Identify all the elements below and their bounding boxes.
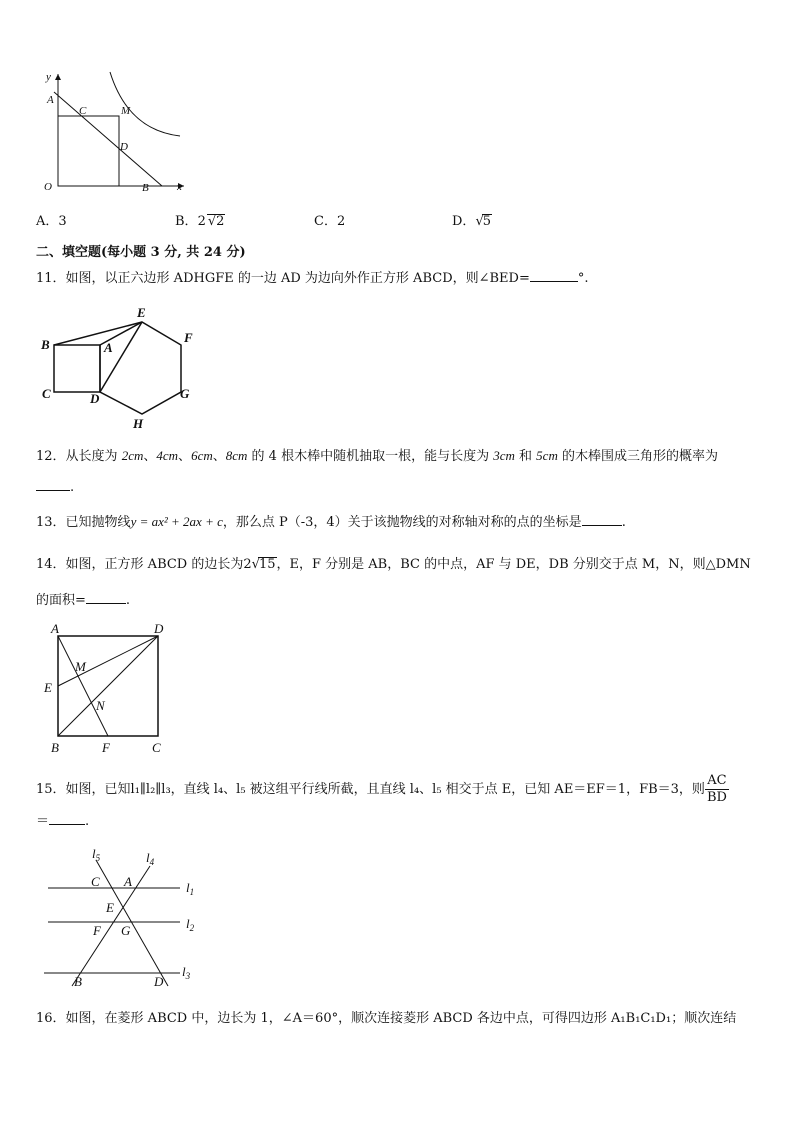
label-h: H [133,416,144,431]
label-a: A [124,874,132,889]
line-l5 [96,860,168,986]
q10-choice-a: A．3 [36,214,67,229]
label-g: G [121,923,131,938]
label-g: G [180,386,190,401]
label-b: B [74,974,82,989]
fraction-ac-bd: $\frac{AC}{BD}$ [706,773,727,805]
q10-choice-c: C．2 [314,214,346,229]
line-ab [54,92,162,186]
label-l3: $l_3$ [182,964,191,981]
segment-be [54,322,142,345]
segment-af [58,636,108,736]
square-abcd [54,345,100,392]
hexagon [100,322,181,414]
label-f: F [93,923,101,938]
label-a: A [104,340,113,355]
hyperbola-curve [110,72,180,136]
label-c: C [79,105,87,117]
label-e: E [106,900,114,915]
segment-bd [58,636,158,736]
label-l5: $l_5$ [92,846,101,863]
label-d: D [90,391,100,406]
label-l1: $l_1$ [186,880,195,897]
figure-q14 [40,620,176,760]
question-15: 15．如图，已知l₁∥l₂∥l₃，直线 l₄、l₅ 被这组平行线所截，且直线 l₄、l₅ 相交于点 E，已知 AE＝EF＝1，FB＝3，则 $\frac{AC}{BD}$ [36,773,727,805]
label-b: B [41,337,50,352]
label-b: B [142,182,149,194]
label-l4: $l_4$ [146,850,155,867]
label-y: y [46,71,51,83]
question-11: 11．如图，以正六边形 ADHGFE 的一边 AD 为边向外作正方形 ABCD，则∠BED= °. [36,271,589,286]
q10-choice-b: B．2 √2 [175,214,225,229]
label-b: B [51,740,59,755]
label-a: A [51,621,59,636]
label-a: A [47,94,54,106]
label-c: C [91,874,100,889]
label-m: M [75,659,86,674]
question-16: 16．如图，在菱形 ABCD 中，边长为 1，∠A＝60°，顺次连接菱形 ABCD 各边中点，可得四边形 A₁B₁C₁D₁；顺次连结 [36,1011,737,1026]
q10-choice-d: D．√5 [452,214,492,229]
question-15-line2: ＝ . [36,814,90,829]
label-o: O [44,181,52,193]
question-14: 14．如图，正方形 ABCD 的边长为2√15，E，F 分别是 AB，BC 的中点，AF 与 DE，DB 分别交于点 M，N，则△DMN [36,557,751,572]
question-12: 12．从长度为 2cm、4cm、6cm、8cm 的 4 根木棒中随机抽取一根，能与长度为 3cm 和 5cm 的木棒围成三角形的概率为 [36,448,718,464]
label-m: M [121,105,131,117]
label-e: E [137,305,146,320]
rectangle [58,116,119,186]
question-12-line2: . [36,478,74,498]
segment-de [58,636,158,686]
label-d: D [154,974,164,989]
label-e: E [44,680,52,695]
label-f: F [184,330,193,345]
figure-q15 [36,842,206,992]
label-x: x [177,181,182,193]
question-14-line2: 的面积= . [36,593,131,608]
label-c: C [42,386,51,401]
section-heading: 二、填空题(每小题 3 分, 共 24 分) [36,245,246,260]
question-13: 13．已知抛物线y = ax² + 2ax + c，那么点 P（-3，4）关于该抛物线的对称轴对称的点的坐标是 . [36,514,626,530]
label-c: C [152,740,161,755]
figure-q10 [36,70,196,196]
label-l2: $l_2$ [186,916,195,933]
label-f: F [102,740,110,755]
figure-q11 [36,302,206,434]
label-d: D [154,621,164,636]
segment-de [100,322,142,392]
label-d: D [120,141,128,153]
line-l4 [72,866,150,986]
label-n: N [96,698,105,713]
